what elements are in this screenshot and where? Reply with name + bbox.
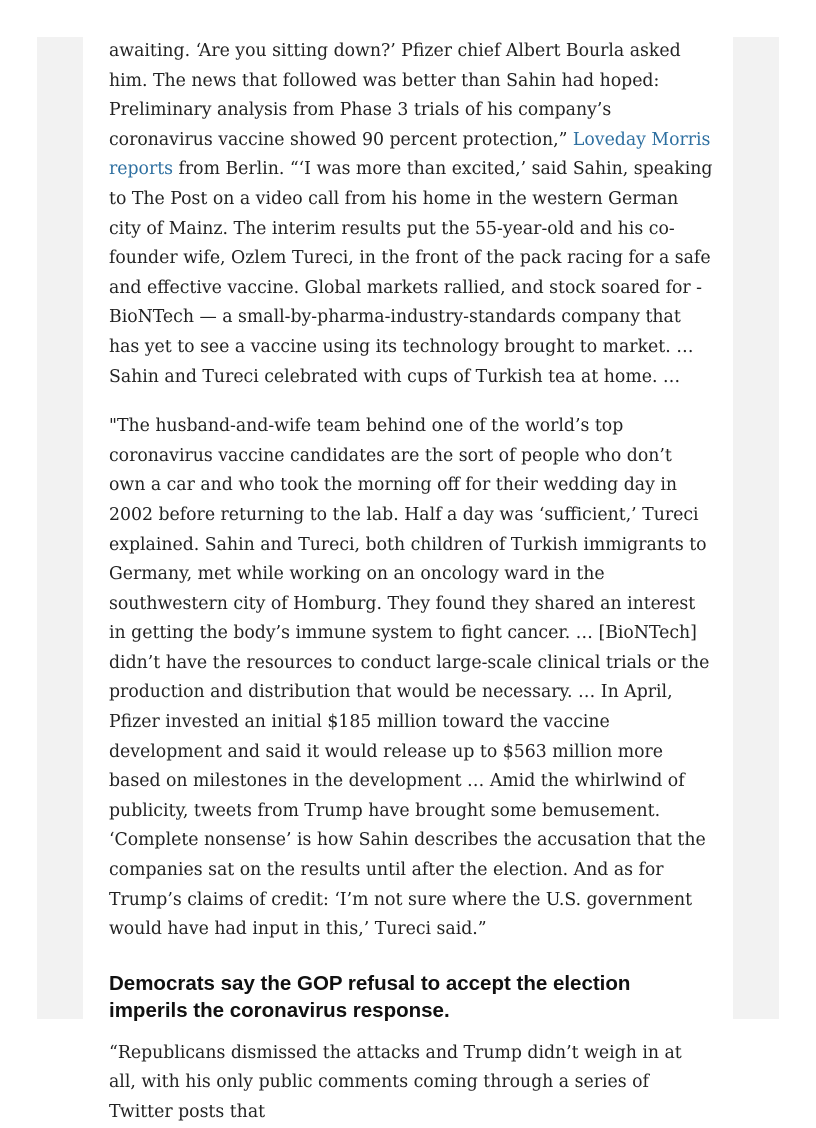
paragraph-text: awaiting. ‘Are you sitting down?’ Pfizer chief Albert Bourla asked him. The news that followed was better than Sahin had hoped: Preliminary analysis from Phase 3 trials of his company’s coronavirus vaccine showed 90 percent protection,” [109, 41, 681, 150]
loveday-morris-link[interactable]: Loveday Morris reports [109, 129, 711, 180]
article-body [109, 37, 713, 1122]
paragraph-husband-wife-team: "The husband-and-wife team behind one of the world’s top coronavirus vaccine candidates are the sort of people who don’t own a car and who took the morning off for their wedding day in 2002 before returning to the lab. Half a day was ‘sufficient,’ Tureci explained. Sahin and Tureci, both children of Turkish immigrants to Germany, met while working on an oncology ward in the southwestern city of Homburg. They found they shared an interest in getting the body’s immune system to fight cancer. … [BioNTech] didn’t have the resources to conduct large-scale clinical trials or the production and distribution that would be necessary. … In April, Pfizer invested an initial $185 million toward the vaccine development and said it would release up to $563 million more based on milestones in the development … Amid the whirlwind of publicity, tweets from Trump have brought some bemusement. ‘Complete nonsense’ is how Sahin describes the accusation that the companies sat on the results until after the election. And as for Trump’s claims of credit: ‘I’m not sure where the U.S. government would have had input in this,’ Tureci said.” [109, 416, 710, 940]
right-margin-panel [733, 37, 779, 1019]
left-margin-panel [37, 37, 83, 1019]
section-heading: Democrats say the GOP refusal to accept the election imperils the coronavirus response. [109, 971, 631, 1022]
paragraph-vaccine-news [109, 37, 713, 392]
paragraph-text: from Berlin. “‘I was more than excited,’ said Sahin, speaking to The Post on a video call from his home in the western German city of Mainz. The interim results put the 55-year-old and his co-founder wife, Ozlem Tureci, in the front of the pack racing for a safe and effective vaccine. Global markets rallied, and stock soared for -BioNTech — a small-by-pharma-industry-standards company that has yet to see a vaccine using its technology brought to market. … Sahin and Tureci celebrated with cups of Turkish tea at home. … [109, 159, 713, 387]
paragraph-republicans: “Republicans dismissed the attacks and Trump didn’t weigh in at all, with his only public comments coming through a series of Twitter posts that [109, 1042, 682, 1122]
